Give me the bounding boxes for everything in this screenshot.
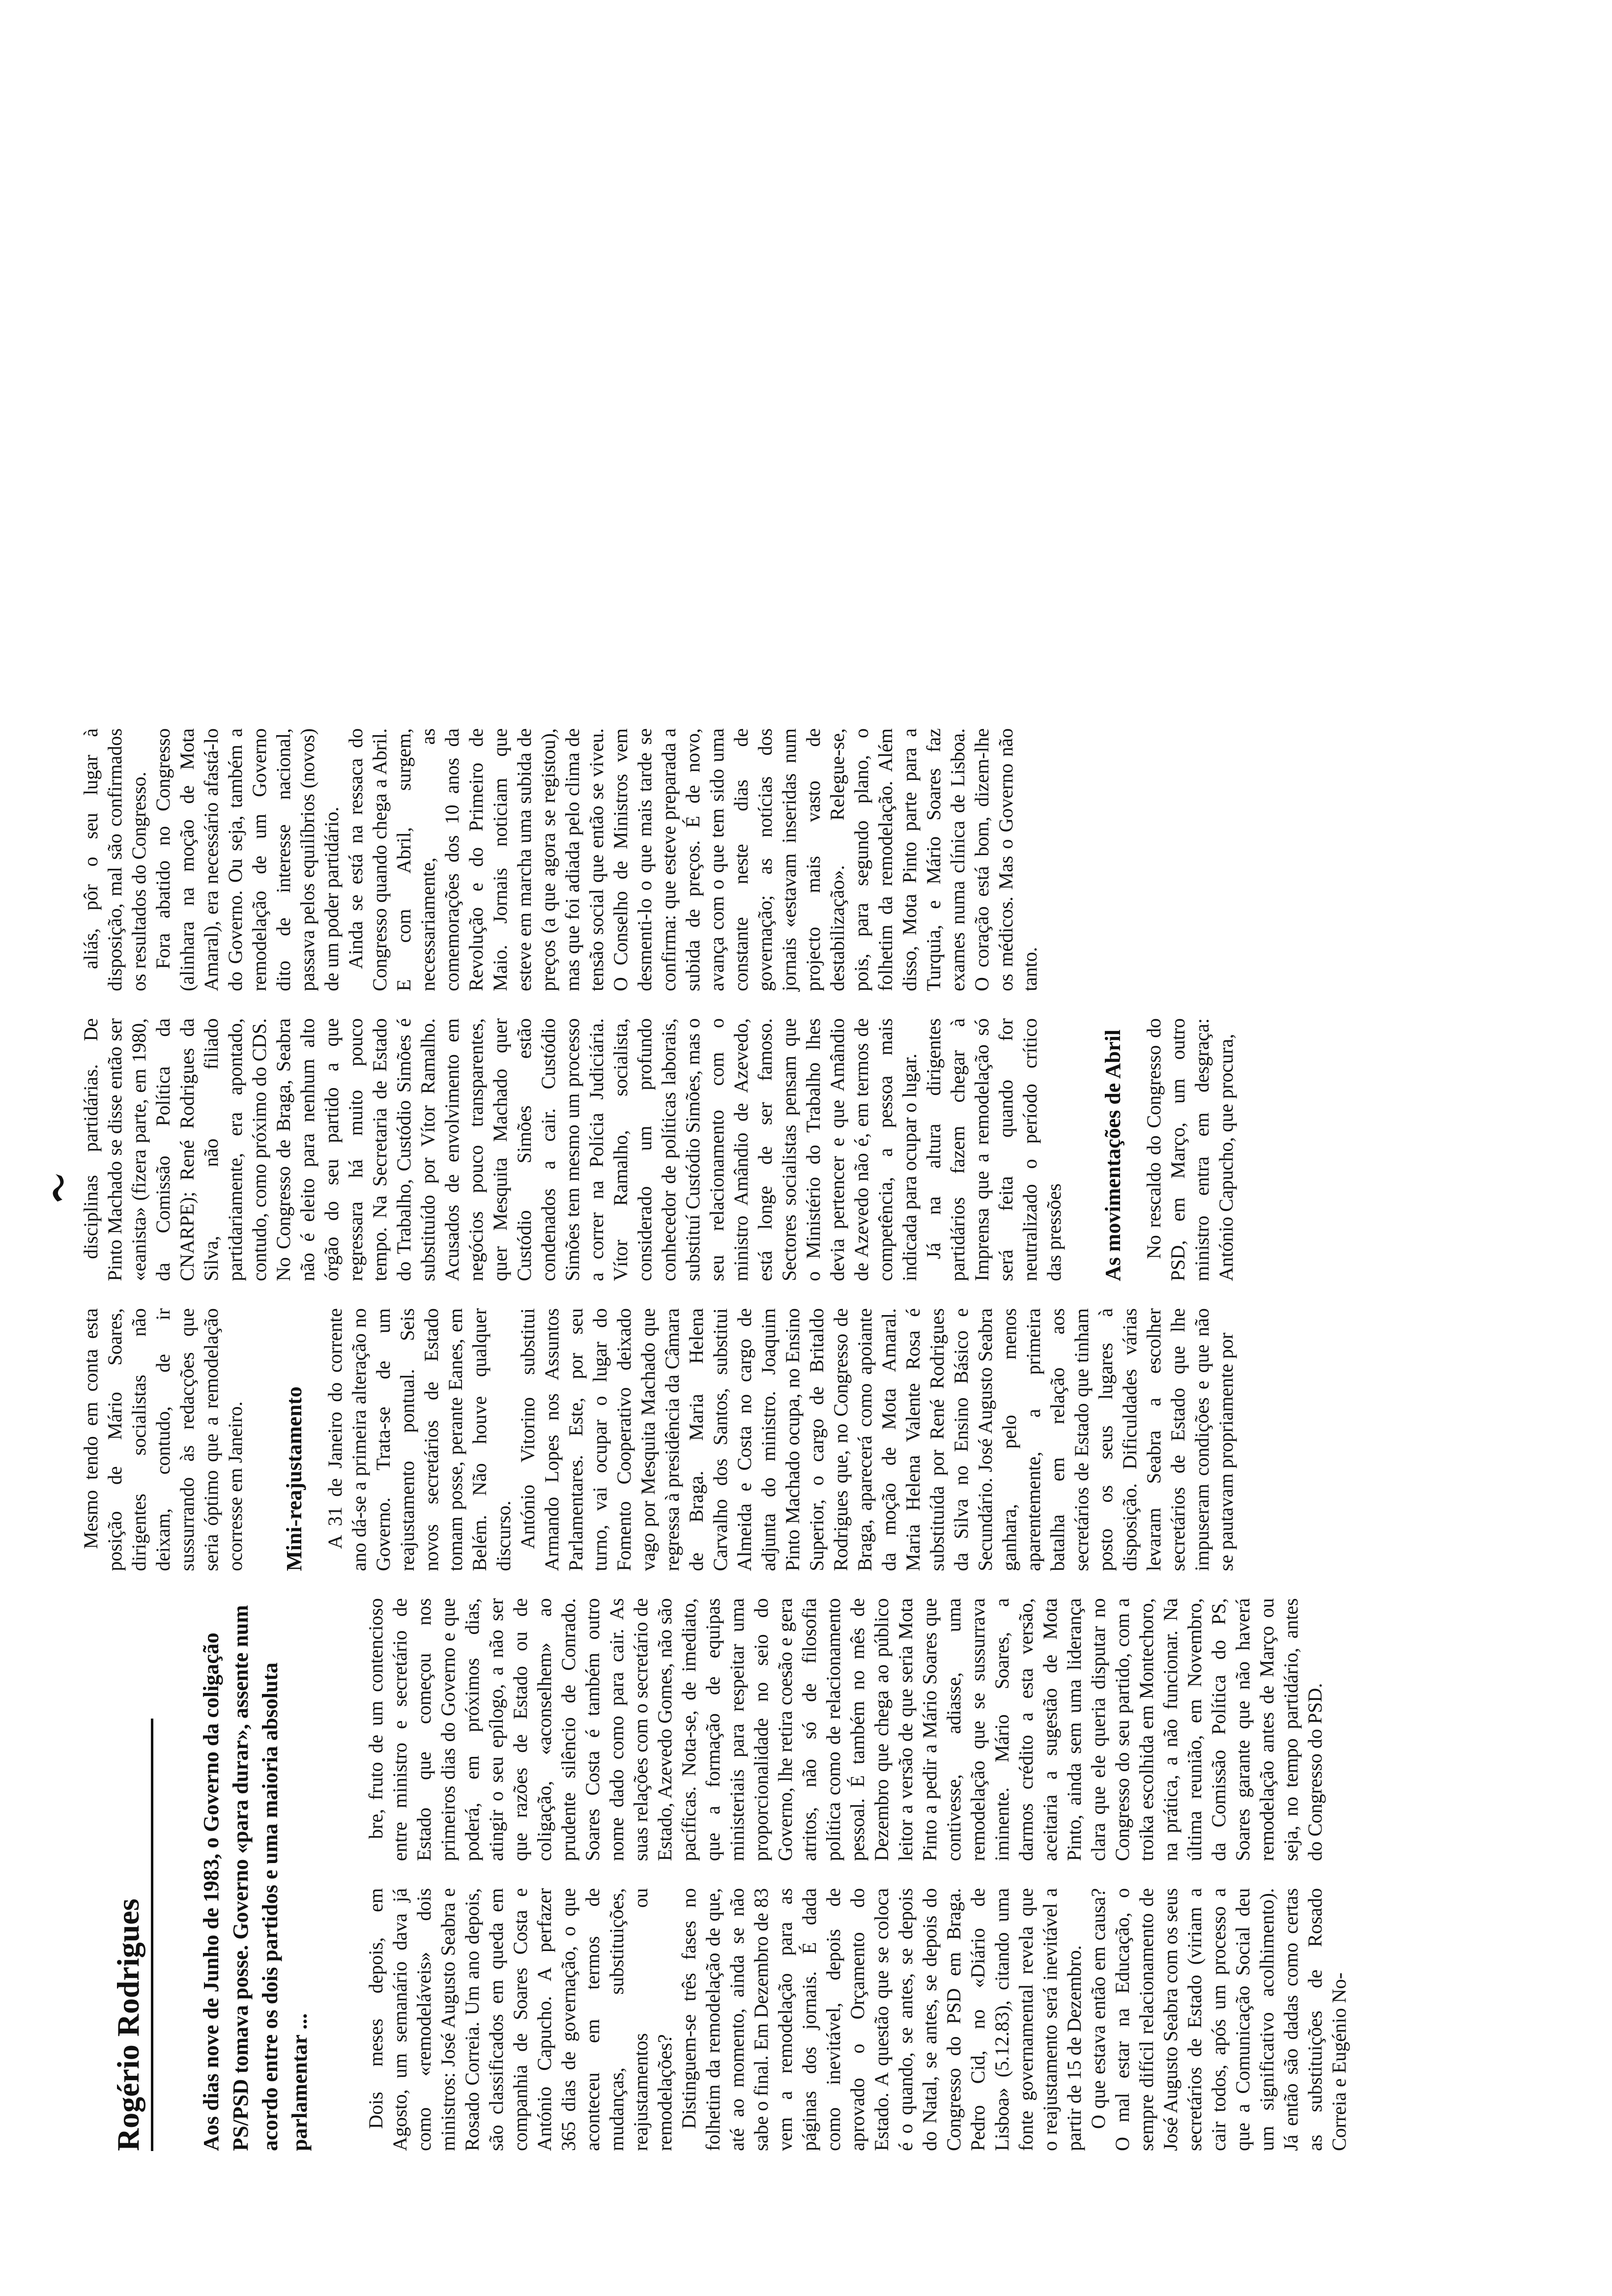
article-paragraph: O que estava então em causa? O mal estar na Educação, o sempre difícil relacionamento de José Augusto Seabra com os seus secretários de Estado (viriam a cair todos, após um processo a que a Comunicação Social deu um significativo acolhimento). Já então são dadas como certas as substituições de Rosado Correia e Eugénio No-: [1087, 1888, 1350, 2151]
article-column-5: [79, 728, 1494, 991]
article-paragraph: Dois meses depois, em Agosto, um semanário dava já como «remodeláveis» dois ministros: José Augusto Seabra e Rosado Correia. Um ano depois, são classificados em queda em companhia de Soares Costa e António Capucho. A perfazer 365 dias de governação, o que aconteceu em termos de mudanças, substituições, reajustamentos ou remodelações?: [365, 1888, 676, 2151]
article-column-2: [364, 1598, 1494, 1861]
article-paragraph: António Vitorino substitui Armando Lopes nos Assuntos Parlamentares. Este, por seu turno, vai ocupar o lugar do Fomento Cooperativo deixado vago por Mesquita Machado que regressa à presidência da Câmara de Braga. Maria Helena Carvalho dos Santos, substitui Almeida e Costa no cargo de adjunta do ministro. Joaquim Pinto Machado ocupa, no Ensino Superior, o cargo de Britaldo Rodrigues que, no Congresso de Braga, aparecerá como apoiante da moção de Mota Amaral. Maria Helena Valente Rosa é substituída por René Rodrigues da Silva no Ensino Básico e Secundário. José Augusto Seabra ganhara, pelo menos aparentemente, a primeira batalha em relação aos secretários de Estado que tinham posto os seus lugares à disposição. Dificuldades várias levaram Seabra a escolher secretários de Estado que lhe impuseram condições e que não se pautavam propriamente por: [517, 1308, 1237, 1571]
article-column-1: [364, 1888, 1494, 2151]
article-paragraph: bre, fruto de um contencioso entre ministro e secretário de Estado que começou nos primeiros dias do Governo e que poderá, em próximos dias, atingir o seu epílogo, a não ser que razões de Estado ou de coligação, «aconselhem» ao prudente silêncio de Conrado. Soares Costa é também outro nome dado como para cair. As suas relações com o secretário de Estado, Azevedo Gomes, não são pacíficas. Nota-se, de imediato, que a formação de equipas ministeriais para respeitar uma proporcionalidade no seio do Governo, lhe retira coesão e gera atritos, não só de filosofia política como de relacionamento pessoal. É também no mês de Dezembro que chega ao público leitor a versão de que seria Mota Pinto a pedir a Mário Soares que contivesse, adiasse, uma remodelação que se sussurrava iminente. Mário Soares, a darmos crédito a esta versão, aceitaria a sugestão de Mota Pinto, ainda sem uma liderança clara que ele queria disputar no Congresso do seu partido, com a troika escolhida em Montechoro, na prática, a não funcionar. Na última reunião, em Novembro, da Comissão Política do PS, Soares garante que não haverá remodelação antes de Março ou seja, no tempo partidário, antes do Congresso do PSD.: [365, 1598, 1326, 1861]
masthead-ornament-icon: [47, 1173, 66, 1203]
article-column-3: [79, 1308, 1494, 1571]
article-paragraph: No rescaldo do Congresso do PSD, em Março, um outro ministro entra em desgraça: António Capucho, que procura,: [1143, 1018, 1237, 1281]
section-heading: Mini-reajustamento: [282, 1386, 306, 1571]
article-lead: Aos dias nove de Junho de 1983, o Governo da coligação PS/PSD tomava posse. Governo «para durar», assente num acordo entre os dois partidos e uma maioria absoluta parlamentar ...: [199, 1605, 312, 2151]
article-paragraph: disciplinas partidárias. De Pinto Machado se disse então ser «eanista» (fizera parte, em 1980, da Comissão Política da CNARPE); René Rodrigues da Silva, não filiado partidariamente, era apontado, contudo, como próximo do CDS. No Congresso de Braga, Seabra não é eleito para nenhum alto órgão do seu partido a que regressara há muito pouco tempo. Na Secretaria de Estado do Trabalho, Custódio Simões é substituído por Vítor Ramalho. Acusados de envolvimento em negócios pouco transparentes, quer Mesquita Machado quer Custódio Simões estão condenados a cair. Custódio Simões tem mesmo um processo a correr na Polícia Judiciária. Vítor Ramalho, socialista, considerado um profundo conhecedor de políticas laborais, substituí Custódio Simões, mas o seu relacionamento com o ministro Amândio de Azevedo, está longe de ser famoso. Sectores socialistas pensam que o Ministério do Trabalho lhes devia pertencer e que Amândio de Azevedo não é, em termos de competência, a pessoa mais indicada para ocupar o lugar.: [80, 1018, 921, 1281]
article-paragraph: aliás, pôr o seu lugar à disposição, mal são confirmados os resultados do Congresso.: [80, 728, 150, 991]
article-author: Rogério Rodrigues: [111, 1719, 153, 2151]
article-paragraph: Mesmo tendo em conta esta posição de Mário Soares, dirigentes socialistas não deixam, contudo, de ir sussurrando às redacções que seria óptimo que a remodelação ocorresse em Janeiro.: [80, 1308, 246, 1571]
article-paragraph: Ainda se está na ressaca do Congresso quando chega a Abril. E com Abril, surgem, necessariamente, as comemorações dos 10 anos da Revolução e do Primeiro de Maio. Jornais noticiam que esteve em marcha uma subida de preços (a que agora se registou), mas que foi adiada pelo clima de tensão social que então se viveu. O Conselho de Ministros vem desmenti-lo o que mais tarde se confirma: que esteve preparada a subida de preços. É de novo, avança com o que tem sido uma constante neste dias de governação; as notícias dos jornais «estavam inseridas num projecto mais vasto de destabilização». Relegue-se, pois, para segundo plano, o folhetim da remodelação. Além disso, Mota Pinto parte para a Turquia, e Mário Soares faz exames numa clínica de Lisboa. O coração está bom, dizem-lhe os médicos. Mas o Governo não tanto.: [345, 728, 1041, 991]
article-paragraph: Fora abatido no Congresso (alinhara na moção de Mota Amaral), era necessário afastá-lo do Governo. Ou seja, também a remodelação de um Governo dito de interesse nacional, passava pelos equilíbrios (novos) de um poder partidário.: [152, 728, 343, 991]
article-column-4: [79, 1018, 1494, 1281]
article-paragraph: A 31 de Janeiro do corrente ano dá-se a primeira alteração no Governo. Trata-se de um reajustamento pontual. Seis novos secretários de Estado tomam posse, perante Eanes, em Belém. Não houve qualquer discurso.: [324, 1308, 515, 1571]
section-heading: As movimentações de Abril: [1101, 1029, 1125, 1281]
article-paragraph: Já na altura dirigentes partidários fazem chegar à Imprensa que a remodelação só será feita quando for neutralizado o período crítico das pressões: [922, 1018, 1065, 1281]
article-paragraph: Distinguem-se três fases no folhetim da remodelação de que, até ao momento, ainda se não sabe o final. Em Dezembro de 83 vem a remodelação para as páginas dos jornais. É dada como inevitável, depois de aprovado o Orçamento do Estado. A questão que se coloca é o quando, se antes, se depois do Natal, se antes, se depois do Congresso do PSD em Braga. Pedro Cid, no «Diário de Lisboa» (5.12.83), citando uma fonte governamental revela que o reajustamento será inevitável a partir de 15 de Dezembro.: [678, 1888, 1085, 2151]
